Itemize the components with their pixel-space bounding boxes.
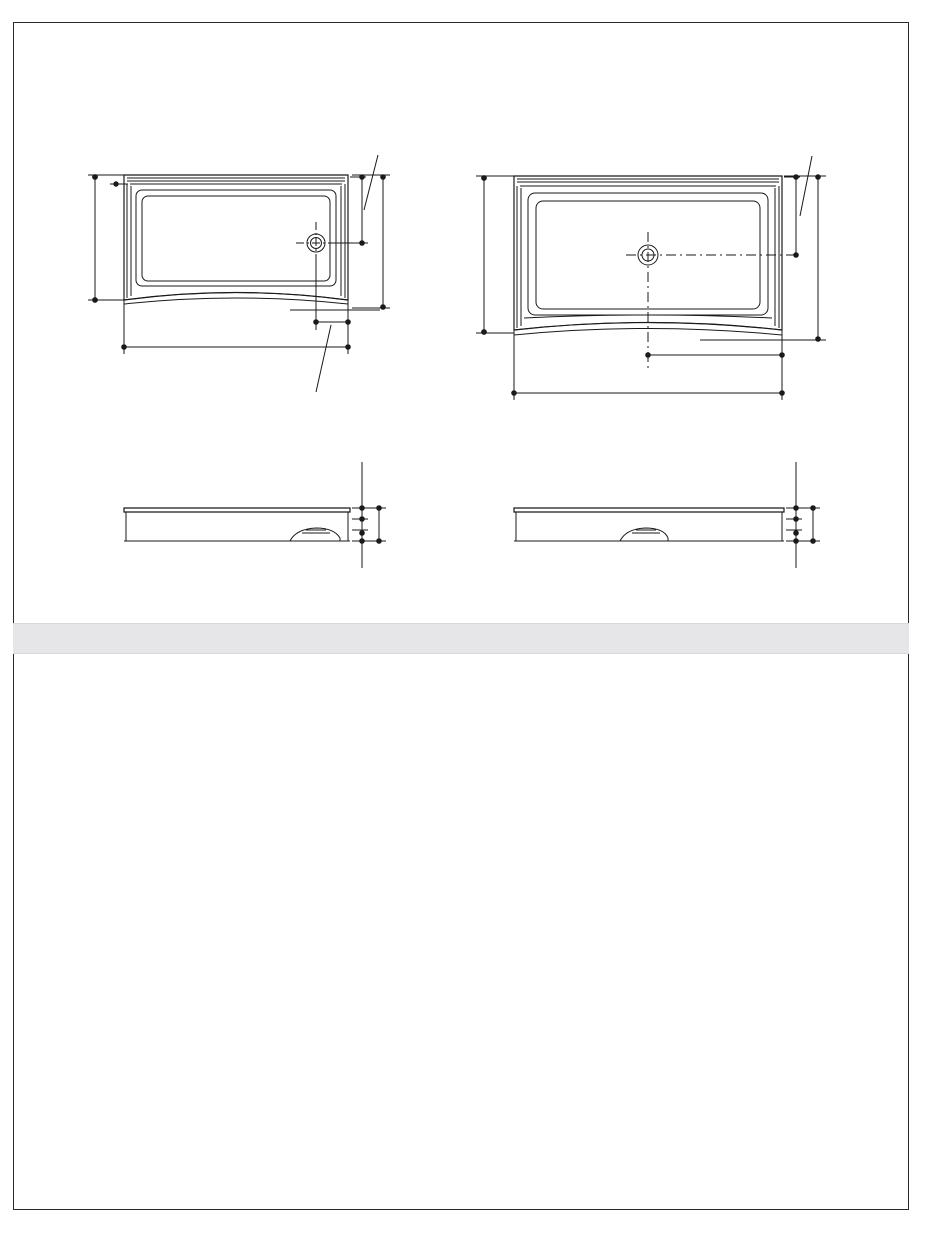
back-flange — [127, 178, 345, 184]
back-flange — [517, 179, 779, 186]
dim-point — [346, 345, 351, 350]
dim-height-stack — [352, 462, 386, 568]
dim-point — [381, 175, 386, 180]
dim-point — [811, 539, 816, 544]
dim-point — [780, 353, 785, 358]
side-wall-left — [517, 186, 521, 328]
dim-drain-side — [316, 262, 348, 330]
dim-point — [794, 175, 799, 180]
dim-point — [360, 506, 365, 511]
dim-point — [360, 539, 365, 544]
side-wall-right — [341, 184, 345, 298]
dim-point — [816, 337, 821, 342]
section-band — [13, 623, 909, 654]
drain-body-detail — [632, 530, 660, 533]
dim-point — [93, 298, 98, 303]
dim-point — [816, 175, 821, 180]
front-apron — [124, 293, 348, 305]
dim-point — [377, 539, 382, 544]
dim-point — [381, 305, 386, 310]
elevation-top — [514, 508, 784, 512]
dim-point — [346, 320, 351, 325]
dim-width — [124, 304, 348, 354]
drain-body-detail — [302, 530, 330, 533]
dim-point — [512, 391, 517, 396]
basin-outer — [136, 190, 336, 286]
drain-centerline — [626, 232, 796, 368]
side-wall-left — [127, 184, 131, 298]
dim-point — [794, 539, 799, 544]
dim-drain-back — [784, 177, 800, 255]
dim-point — [794, 531, 799, 536]
dim-depth-left — [476, 176, 514, 333]
dim-point — [314, 320, 319, 325]
elevation-body — [126, 512, 348, 541]
dim-point — [360, 517, 365, 522]
dim-point — [122, 345, 127, 350]
dim-point — [482, 330, 487, 335]
elevation-view-left — [124, 462, 386, 568]
basin-inner — [142, 196, 330, 281]
leader-line — [364, 155, 378, 210]
dim-point — [93, 175, 98, 180]
dim-point — [377, 506, 382, 511]
dim-depth-left — [88, 175, 124, 300]
plan-view-left — [88, 155, 390, 392]
dim-point — [482, 176, 487, 181]
dim-point — [114, 182, 118, 186]
leader-line — [316, 325, 331, 392]
plan-view-right — [476, 156, 826, 400]
side-wall-right — [775, 186, 779, 328]
dim-point — [794, 517, 799, 522]
dim-point — [780, 391, 785, 396]
dim-point — [360, 241, 365, 246]
leader-line — [800, 156, 812, 216]
dim-point — [360, 531, 365, 536]
dim-drain-side — [648, 335, 782, 362]
dim-height-stack — [786, 462, 820, 568]
elevation-view-right — [514, 462, 820, 568]
dim-point — [811, 506, 816, 511]
dim-point — [794, 253, 799, 258]
elevation-top — [124, 508, 350, 512]
dim-point — [646, 353, 651, 358]
elevation-body — [516, 512, 782, 541]
dim-point — [794, 506, 799, 511]
